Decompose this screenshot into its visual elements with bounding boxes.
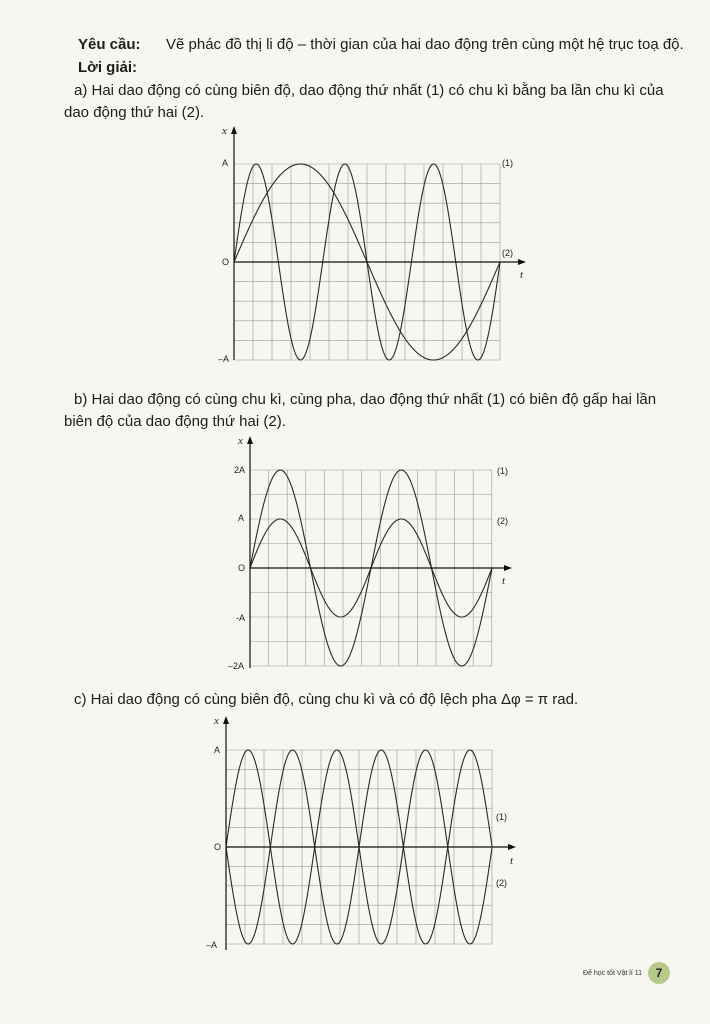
graph-c-y-label-o: O [214,842,222,852]
graph-a-curve-label-2: (2) [502,248,513,258]
graph-c-t-label: t [510,855,514,867]
graph-c-curve-label-2: (2) [496,878,507,888]
book-title: Để học tốt Vật lí 11 [582,969,642,977]
graph-b-y-label-2a: 2A [234,465,246,475]
graph-a [200,122,540,372]
graph-a-curve-label-1: (1) [502,158,513,168]
graph-b-curve-label-2: (2) [497,516,508,526]
graph-b-curve-label-1: (1) [497,466,508,476]
graph-a-y-label-o: O [222,257,230,267]
graph-c-y-label-neg-a: –A [206,940,218,950]
graph-a-x-label: x [222,125,227,137]
graph-b-svg [200,432,540,672]
graph-b-y-label-a: A [238,513,245,523]
graph-a-y-label-neg-a: –A [218,354,230,364]
graph-b-y-label-neg-a: -A [236,613,245,623]
graph-c-t-arrow-icon [508,844,516,850]
graph-a-t-label: t [520,269,524,281]
graph-c-y-label-a: A [214,745,221,755]
graph-b-y-label-neg-2a: –2A [228,661,245,671]
graph-b-y-label-o: O [238,563,246,573]
request-label: Yêu cầu: [78,36,141,53]
graph-a-t-arrow-icon [518,259,526,265]
graph-c-x-arrow-icon [223,716,229,724]
graph-a-svg [200,122,540,372]
request-text: Vẽ phác đồ thị li độ – thời gian của hai dao động trên cùng một hệ trục toạ độ. [166,36,684,53]
graph-a-x-arrow-icon [231,126,237,134]
part-a-text: a) Hai dao động có cùng biên độ, dao động thứ nhất (1) có chu kì bằng ba lần chu kì của dao động thứ hai (2). [64,82,664,121]
graph-b-x-label: x [238,435,243,447]
part-b-text: b) Hai dao động có cùng chu kì, cùng pha, dao động thứ nhất (1) có biên độ gấp hai lần biên độ của dao động thứ hai (2). [64,391,657,430]
graph-c-x-label: x [214,715,219,727]
graph-c [200,712,540,962]
graph-b [200,432,540,672]
graph-b-t-arrow-icon [504,565,512,571]
graph-c-curve-label-1: (1) [496,812,507,822]
graph-b-t-label: t [502,575,506,587]
page-footer [583,962,670,984]
page-number: 7 [648,962,670,984]
graph-c-svg [200,712,540,962]
graph-b-x-arrow-icon [247,436,253,444]
part-c-text: c) Hai dao động có cùng biên độ, cùng chu kì và có độ lệch pha Δφ = π rad. [74,691,579,708]
solution-label: Lời giải: [78,59,137,76]
graph-a-y-label-a: A [222,158,229,168]
